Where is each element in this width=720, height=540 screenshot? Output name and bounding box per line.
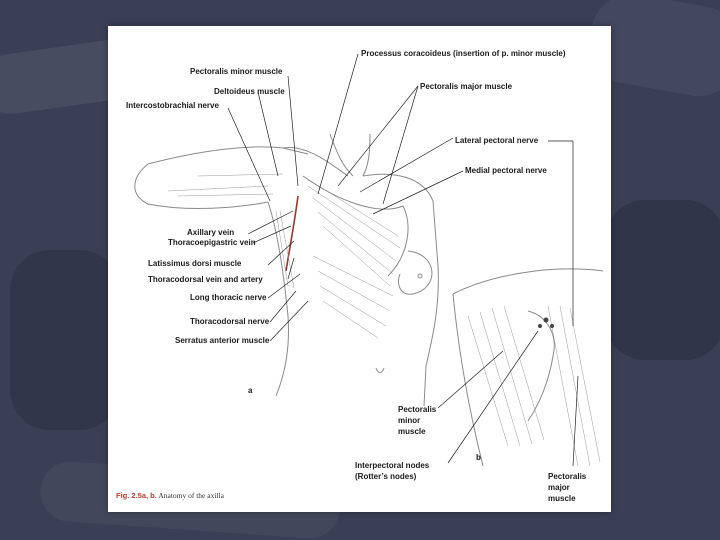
label-thoracodorsal-vein-artery: Thoracodorsal vein and artery — [148, 275, 263, 284]
caption-figure-number: Fig. 2.5a, b. — [116, 491, 157, 500]
torso-drawing — [135, 134, 439, 406]
label-pectoralis-major-b-line3: muscle — [548, 494, 576, 503]
figure-caption — [116, 491, 224, 500]
label-thoracoepigastric-vein: Thoracoepigastric vein — [168, 238, 256, 247]
label-pectoralis-minor: Pectoralis minor muscle — [190, 67, 283, 76]
background-streak — [605, 200, 720, 360]
label-medial-pectoral-nerve: Medial pectoral nerve — [465, 166, 547, 175]
panel-label-b: b — [476, 453, 481, 462]
label-axillary-vein: Axillary vein — [187, 228, 235, 237]
label-intercostobrachial-nerve: Intercostobrachial nerve — [126, 101, 219, 110]
label-processus-coracoideus: Processus coracoideus (insertion of p. minor muscle) — [361, 49, 566, 58]
figure-card — [108, 26, 611, 512]
label-interpectoral-nodes-line2: (Rotter’s nodes) — [355, 472, 417, 481]
label-thoracodorsal-nerve: Thoracodorsal nerve — [190, 317, 270, 326]
closeup-drawing — [453, 269, 603, 466]
label-pectoralis-minor-b-line2: minor — [398, 416, 421, 425]
label-pectoralis-minor-b-line3: muscle — [398, 427, 426, 436]
label-lateral-pectoral-nerve: Lateral pectoral nerve — [455, 136, 539, 145]
anatomy-illustration — [108, 26, 611, 512]
label-pectoralis-minor-b-line1: Pectoralis — [398, 405, 437, 414]
label-long-thoracic-nerve: Long thoracic nerve — [190, 293, 267, 302]
panel-label-a: a — [248, 386, 253, 395]
label-serratus-anterior: Serratus anterior muscle — [175, 336, 270, 345]
label-interpectoral-nodes-line1: Interpectoral nodes — [355, 461, 430, 470]
label-pectoralis-major: Pectoralis major muscle — [420, 82, 513, 91]
caption-text: Anatomy of the axilla — [158, 491, 224, 500]
background-streak — [10, 250, 120, 430]
label-pectoralis-major-b-line1: Pectoralis — [548, 472, 587, 481]
label-latissimus-dorsi: Latissimus dorsi muscle — [148, 259, 242, 268]
label-pectoralis-major-b-line2: major — [548, 483, 570, 492]
label-deltoideus: Deltoideus muscle — [214, 87, 285, 96]
